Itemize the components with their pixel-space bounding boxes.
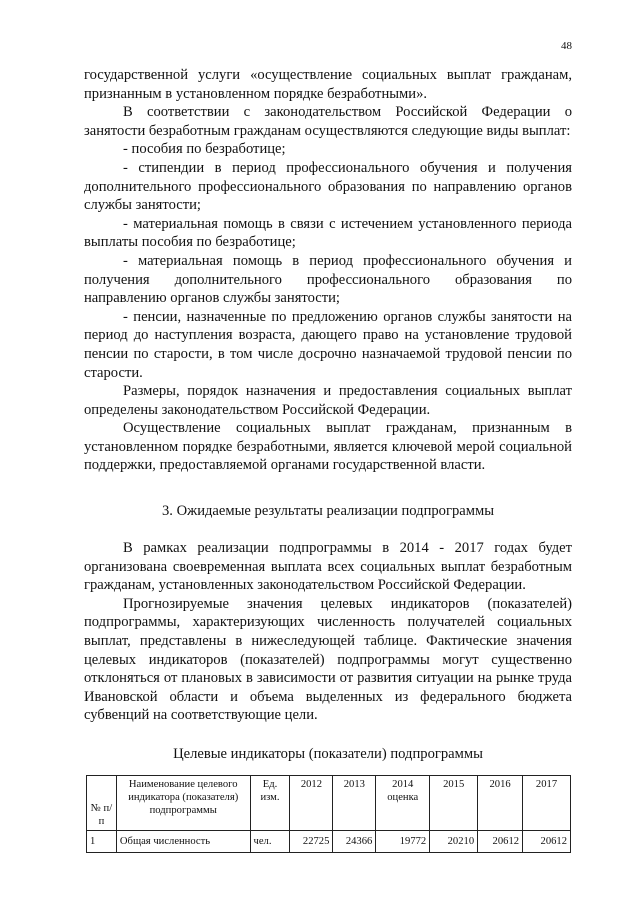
paragraph-timely-payments: В рамках реализации подпрограммы в 2014 - 2017 годах будет организована своевременная выплата всех социальных выплат безработным гражданам, установленных законодательством Российской Федерации. xyxy=(84,540,572,594)
row-value-2014: 19772 xyxy=(376,831,430,853)
row-indicator-name: Общая численность xyxy=(116,831,250,853)
row-unit: чел. xyxy=(250,831,290,853)
row-value-2015: 20210 xyxy=(430,831,478,853)
page-number: 48 xyxy=(561,40,572,52)
list-item-unemployment-benefits: - пособия по безработице; xyxy=(123,141,286,158)
row-value-2016: 20612 xyxy=(478,831,523,853)
intro-text xyxy=(84,66,572,475)
row-value-2012: 22725 xyxy=(290,831,333,853)
table-caption: Целевые индикаторы (показатели) подпрограммы xyxy=(173,746,483,762)
paragraph-forecast: Прогнозируемые значения целевых индикаторов (показателей) подпрограммы, характеризующих численность получателей социальных выплат, представлены в нижеследующей таблице. Фактические значения целевых индикаторов (показателей) подпрограммы могут существенно отклоняться от плановых в зависимости от развития ситуации на рынке труда Ивановской области и объема выделенных из федерального бюджета субвенций на соответствующие цели. xyxy=(84,595,572,724)
header-indicator-name: Наименование целевого индикатора (показателя) подпрограммы xyxy=(116,776,250,831)
paragraph-key-support: Осуществление социальных выплат гражданам, признанным в установленном порядке безработными, является ключевой мерой социальной поддержки, предоставляемой органами государственной власти. xyxy=(84,420,572,474)
header-unit: Ед. изм. xyxy=(250,776,290,831)
header-year-2014: 2014 оценка xyxy=(376,776,430,831)
section-heading: 3. Ожидаемые результаты реализации подпрограммы xyxy=(161,503,495,519)
table-header-row xyxy=(87,776,571,831)
paragraph-payment-rules: Размеры, порядок назначения и предоставления социальных выплат определены законодательством Российской Федерации. xyxy=(84,383,572,418)
row-number: 1 xyxy=(87,831,117,853)
row-value-2017: 20612 xyxy=(523,831,571,853)
list-item-material-aid-expiry: - материальная помощь в связи с истечением установленного периода выплаты пособия по безработице; xyxy=(84,215,572,251)
header-number: № п/п xyxy=(87,776,117,831)
list-item-pensions: - пенсии, назначенные по предложению органов службы занятости на период до наступления возраста, дающего право на установление трудовой пенсии по старости, в том числе досрочно назначаемой трудовой пенсии по старости. xyxy=(84,308,572,381)
table-row xyxy=(87,831,571,853)
paragraph-legislation: В соответствии с законодательством Российской Федерации о занятости безработным гражданам осуществляются следующие виды выплат: xyxy=(84,104,572,139)
list-item-scholarships: - стипендии в период профессионального обучения и получения дополнительного профессионального образования по направлению органов службы занятости; xyxy=(84,159,572,214)
header-year-2013: 2013 xyxy=(333,776,376,831)
header-year-2012: 2012 xyxy=(290,776,333,831)
header-year-2016: 2016 xyxy=(478,776,523,831)
row-value-2013: 24366 xyxy=(333,831,376,853)
results-text xyxy=(84,539,572,725)
header-year-2017: 2017 xyxy=(523,776,571,831)
list-item-material-aid-training: - материальная помощь в период профессионального обучения и получения дополнительного профессионального образования по направлению органов службы занятости; xyxy=(84,252,572,307)
header-year-2015: 2015 xyxy=(430,776,478,831)
indicators-table xyxy=(86,775,571,853)
paragraph-continued: государственной услуги «осуществление социальных выплат гражданам, признанным в установленном порядке безработными». xyxy=(84,67,572,102)
